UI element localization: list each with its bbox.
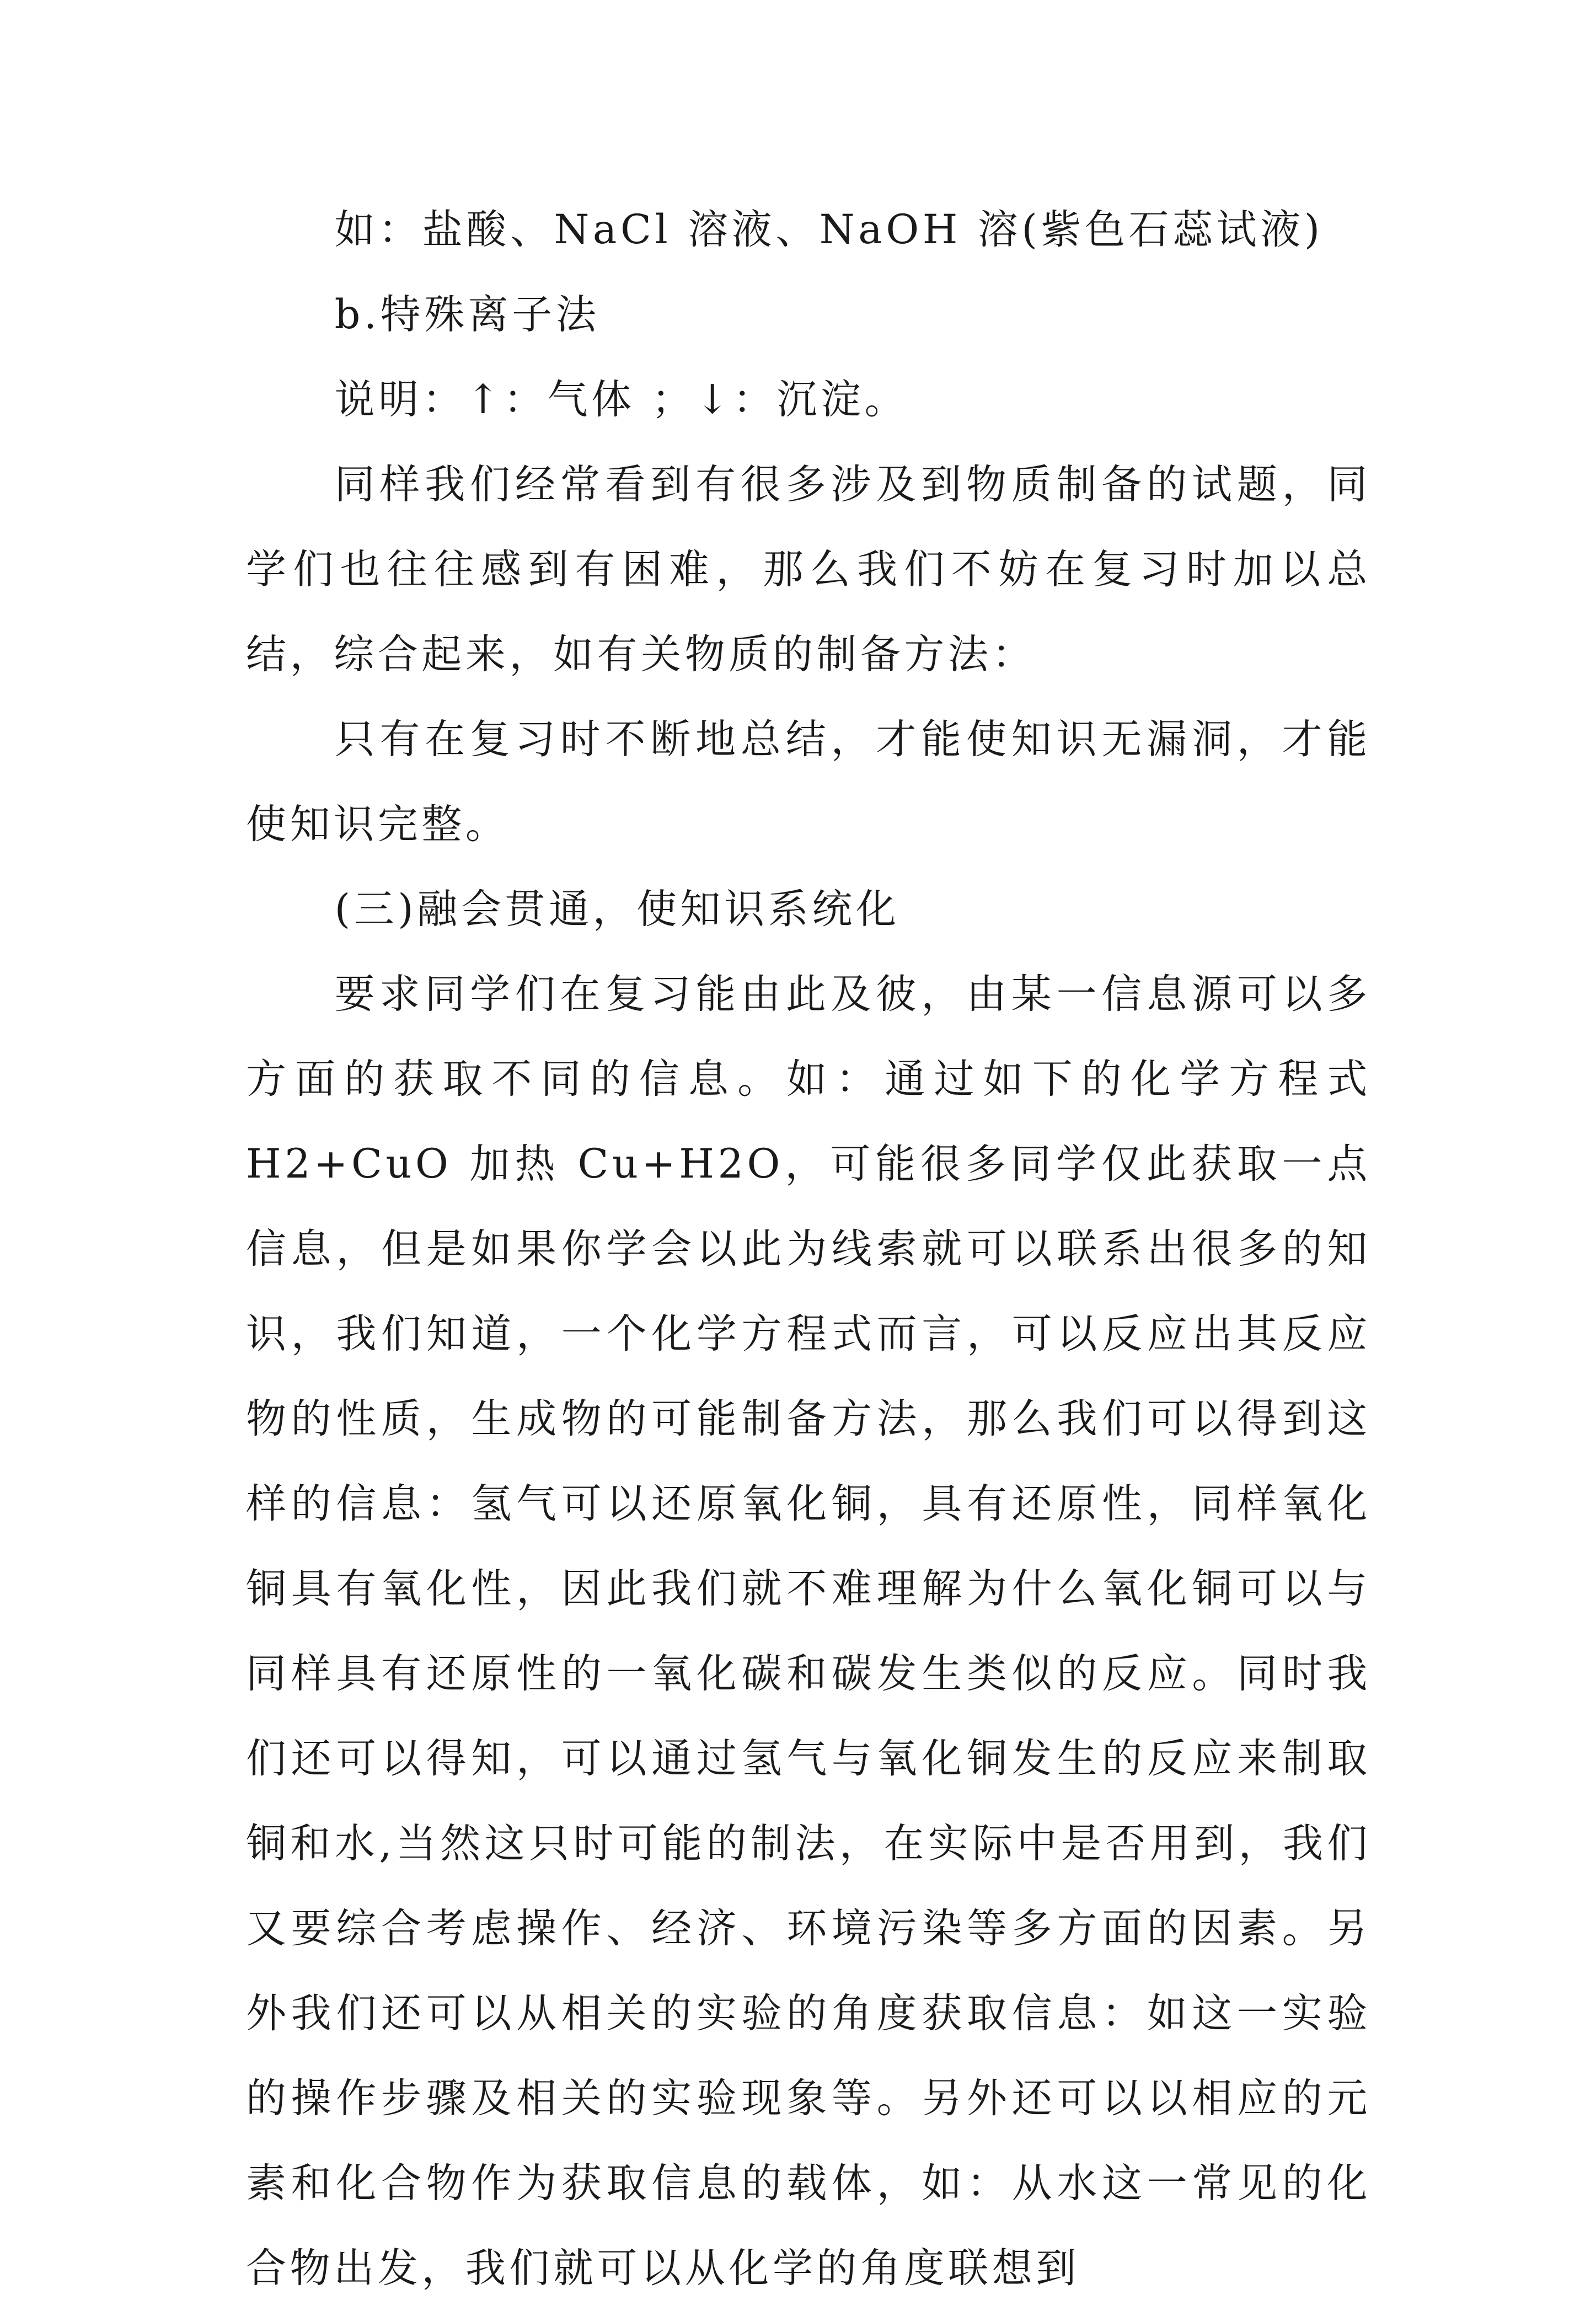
body-text [246,188,1371,2311]
paragraph-summary: 只有在复习时不断地总结，才能使知识无漏洞，才能使知识完整。 [246,716,1371,848]
paragraph-integration: 要求同学们在复习能由此及彼，由某一信息源可以多方面的获取不同的信息。如：通过如下的化学方程式 H2+CuO 加热 Cu+H2O，可能很多同学仅此获取一点信息，但是如果你学会以此为线索就可以联系出很多的知识，我们知道，一个化学方程式而言，可以反应出其反应物的性质，生成物的可能制备方法，那么我们可以得到这样的信息：氢气可以还原氧化铜，具有还原性，同样氧化铜具有氧化性，因此我们就不难理解为什么氧化铜可以与同样具有还原性的一氧化碳和碳发生类似的反应。同时我们还可以得知，可以通过氢气与氧化铜发生的反应来制取铜和水,当然这只时可能的制法，在实际中是否用到，我们又要综合考虑操作、经济、环境污染等多方面的因素。另外我们还可以从相关的实验的角度获取信息：如这一实验的操作步骤及相关的实验现象等。另外还可以以相应的元素和化合物作为获取信息的载体，如：从水这一常见的化合物出发，我们就可以从化学的角度联想到 [246,971,1371,2292]
paragraph-example-solutions: 如：盐酸、NaCl 溶液、NaOH 溶(紫色石蕊试液) [334,206,1324,253]
section-heading-three: (三)融会贯通，使知识系统化 [334,886,900,933]
paragraph-legend: 说明：↑：气体 ；↓：沉淀。 [334,376,909,423]
paragraph-preparation: 同样我们经常看到有很多涉及到物质制备的试题，同学们也往往感到有困难，那么我们不妨在复习时加以总结，综合起来，如有关物质的制备方法： [246,461,1371,678]
paragraph-special-ion-method: b.特殊离子法 [334,291,600,338]
